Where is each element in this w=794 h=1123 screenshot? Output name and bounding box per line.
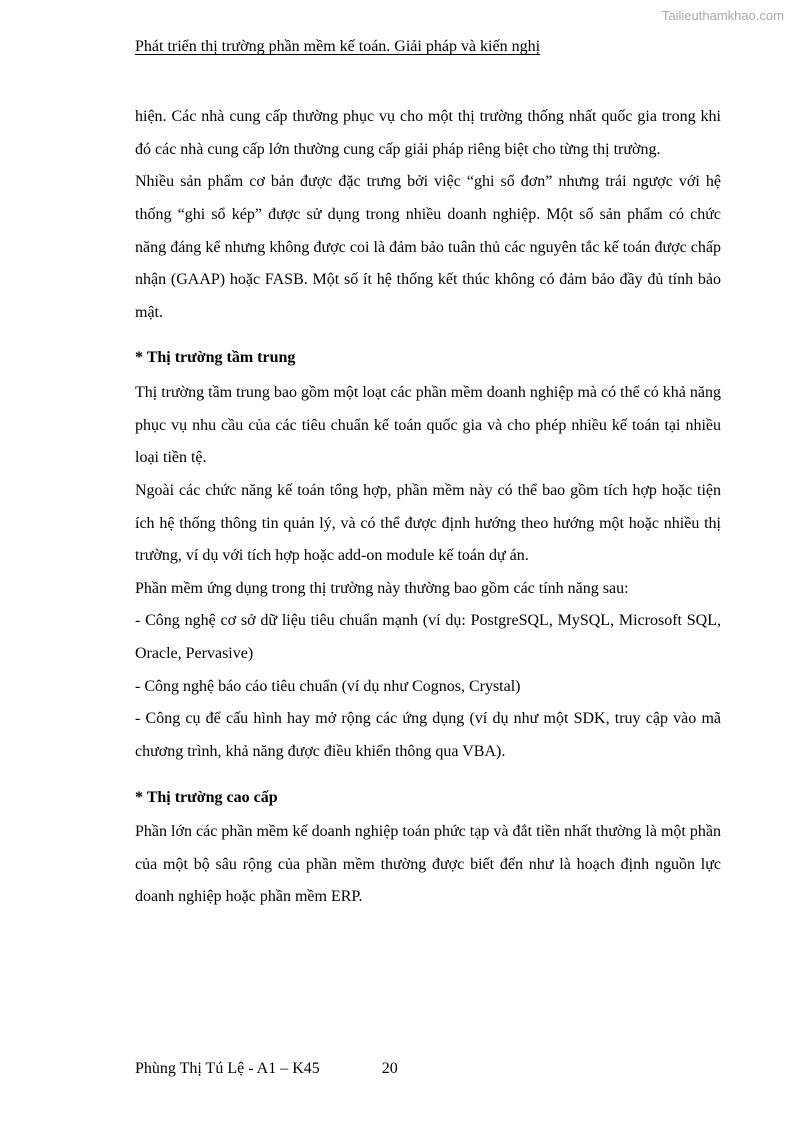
paragraph: hiện. Các nhà cung cấp thường phục vụ cho một thị trường thống nhất quốc gia trong khi đó các nhà cung cấp lớn thường cung cấp giải pháp riêng biệt cho từng thị trường.: [135, 108, 721, 158]
section-heading: * Thị trường cao cấp: [135, 788, 278, 806]
section-heading: * Thị trường tầm trung: [135, 349, 296, 367]
paragraph: Phần lớn các phần mềm kế doanh nghiệp toán phức tạp và đắt tiền nhất thường là một phần của một bộ sâu rộng của phần mềm thường được biết đến như là hoạch định nguồn lực doanh nghiệp hoặc phần mềm ERP.: [135, 823, 721, 906]
footer: [135, 1060, 398, 1078]
list-item-paragraph: - Công nghệ cơ sở dữ liệu tiêu chuẩn mạnh (ví dụ: PostgreSQL, MySQL, Microsoft SQL, Oracle, Pervasive): [135, 612, 721, 662]
watermark: Tailieuthamkhao.com: [661, 8, 784, 23]
author-name: Phùng Thị Tú Lệ - A1 – K45: [135, 1060, 320, 1077]
paragraph: Thị trường tầm trung bao gồm một loạt các phần mềm doanh nghiệp mà có thể có khả năng phục vụ nhu cầu của các tiêu chuẩn kế toán quốc gia và cho phép nhiều kế toán tại nhiều loại tiền tệ.: [135, 384, 721, 467]
paragraph: Phần mềm ứng dụng trong thị trường này thường bao gồm các tính năng sau:: [135, 579, 629, 597]
list-item-paragraph: - Công nghệ báo cáo tiêu chuẩn (ví dụ như Cognos, Crystal): [135, 677, 521, 695]
paragraph: Nhiều sản phẩm cơ bản được đặc trưng bởi việc “ghi sổ đơn” nhưng trái ngược với hệ thống “ghi sổ kép” được sử dụng trong nhiều doanh nghiệp. Một số sản phẩm có chức năng đáng kể nhưng không được coi là đảm bảo tuân thủ các nguyên tắc kế toán được chấp nhận (GAAP) hoặc FASB. Một số ít hệ thống kết thúc không có đảm bảo đầy đủ tính bảo mật.: [135, 173, 721, 321]
paragraph: Ngoài các chức năng kế toán tổng hợp, phần mềm này có thể bao gồm tích hợp hoặc tiện ích hệ thống thông tin quản lý, và có thể được định hướng theo hướng một hoặc nhiều thị trường, ví dụ với tích hợp hoặc add-on module kế toán dự án.: [135, 481, 721, 565]
page-title: Phát triển thị trường phần mềm kế toán. Giải pháp và kiến nghị: [135, 38, 541, 55]
document-body: [135, 101, 721, 914]
list-item-paragraph: - Công cụ để cấu hình hay mở rộng các ứng dụng (ví dụ như một SDK, truy cập vào mã chương trình, khả năng được điều khiển thông qua VBA).: [135, 710, 721, 760]
page-number: 20: [381, 1060, 398, 1077]
